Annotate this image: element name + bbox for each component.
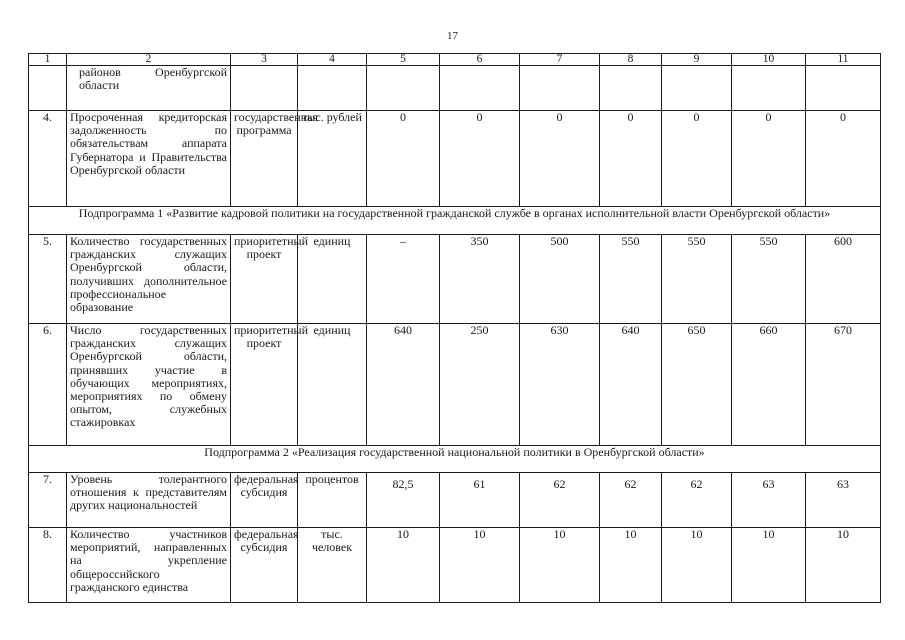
value-cell: 640	[367, 324, 440, 446]
column-header: 1	[29, 54, 67, 66]
value-cell: 630	[520, 324, 600, 446]
source-cell: приоритетный проект	[231, 324, 298, 446]
value-cell: 10	[806, 528, 881, 603]
page-number: 17	[447, 30, 458, 42]
unit-cell: процентов	[298, 473, 367, 528]
table-body	[29, 54, 881, 603]
indicator-name-cell: районов Оренбургской области	[67, 66, 231, 111]
value-cell	[732, 66, 806, 111]
value-cell: 61	[440, 473, 520, 528]
value-cell	[806, 66, 881, 111]
value-cell	[520, 66, 600, 111]
table-row	[29, 235, 881, 324]
value-cell: 600	[806, 235, 881, 324]
subprogram-row	[29, 446, 881, 473]
column-header: 6	[440, 54, 520, 66]
value-cell: 0	[367, 111, 440, 207]
table-row	[29, 66, 881, 111]
table-row	[29, 324, 881, 446]
row-number-cell: 4.	[29, 111, 67, 207]
value-cell: 550	[600, 235, 662, 324]
unit-cell: единиц	[298, 324, 367, 446]
value-cell: 10	[732, 528, 806, 603]
subprogram-title: Подпрограмма 1 «Развитие кадровой политики на государственной гражданской службе в органах исполнительной власти Оренбургской области»	[29, 207, 881, 235]
column-header: 10	[732, 54, 806, 66]
value-cell: 10	[520, 528, 600, 603]
value-cell: 62	[520, 473, 600, 528]
table-row	[29, 473, 881, 528]
row-number-cell: 5.	[29, 235, 67, 324]
source-cell: федеральная субсидия	[231, 473, 298, 528]
unit-cell: единиц	[298, 235, 367, 324]
source-cell	[231, 66, 298, 111]
value-cell: 0	[732, 111, 806, 207]
value-cell: 250	[440, 324, 520, 446]
value-cell: 0	[600, 111, 662, 207]
value-cell: 10	[367, 528, 440, 603]
value-cell: 10	[600, 528, 662, 603]
unit-cell: тыс. рублей	[298, 111, 367, 207]
value-cell	[600, 66, 662, 111]
value-cell: 640	[600, 324, 662, 446]
value-cell: 0	[662, 111, 732, 207]
indicator-name-cell: Уровень толерантного отношения к представителям других национальностей	[67, 473, 231, 528]
column-number-header-row	[29, 54, 881, 66]
value-cell: 550	[662, 235, 732, 324]
table-row	[29, 111, 881, 207]
value-cell: 82,5	[367, 473, 440, 528]
column-header: 3	[231, 54, 298, 66]
row-number-cell: 7.	[29, 473, 67, 528]
value-cell	[440, 66, 520, 111]
value-cell: 63	[806, 473, 881, 528]
value-cell: 650	[662, 324, 732, 446]
indicator-name-cell: Количество участников мероприятий, направленных на укрепление общероссийского гражданского единства	[67, 528, 231, 603]
row-number-cell: 6.	[29, 324, 67, 446]
value-cell: 550	[732, 235, 806, 324]
indicator-name-cell: Число государственных гражданских служащих Оренбургской области, принявших участие в обучающих мероприятиях, мероприятиях по обмену опытом, служебных стажировках	[67, 324, 231, 446]
unit-cell: тыс. человек	[298, 528, 367, 603]
value-cell: 63	[732, 473, 806, 528]
value-cell: 0	[440, 111, 520, 207]
indicator-name-cell: Просроченная кредиторская задолженность по обязательствам аппарата Губернатора и Правительства Оренбургской области	[67, 111, 231, 207]
value-cell: 62	[600, 473, 662, 528]
subprogram-row	[29, 207, 881, 235]
row-number-cell: 8.	[29, 528, 67, 603]
source-cell: федеральная субсидия	[231, 528, 298, 603]
unit-cell	[298, 66, 367, 111]
column-header: 2	[67, 54, 231, 66]
column-header: 8	[600, 54, 662, 66]
value-cell: 10	[440, 528, 520, 603]
column-header: 4	[298, 54, 367, 66]
row-number-cell	[29, 66, 67, 111]
value-cell	[662, 66, 732, 111]
subprogram-title: Подпрограмма 2 «Реализация государственной национальной политики в Оренбургской области»	[29, 446, 881, 473]
value-cell: 670	[806, 324, 881, 446]
value-cell: 0	[520, 111, 600, 207]
value-cell: 62	[662, 473, 732, 528]
value-cell: –	[367, 235, 440, 324]
column-header: 11	[806, 54, 881, 66]
value-cell	[367, 66, 440, 111]
source-cell: приоритетный проект	[231, 235, 298, 324]
value-cell: 350	[440, 235, 520, 324]
table-row	[29, 528, 881, 603]
value-cell: 660	[732, 324, 806, 446]
column-header: 5	[367, 54, 440, 66]
value-cell: 500	[520, 235, 600, 324]
column-header: 9	[662, 54, 732, 66]
indicators-table	[28, 53, 881, 603]
indicator-name-cell: Количество государственных гражданских служащих Оренбургской области, получивших дополнительное профессиональное образование	[67, 235, 231, 324]
column-header: 7	[520, 54, 600, 66]
value-cell: 10	[662, 528, 732, 603]
value-cell: 0	[806, 111, 881, 207]
source-cell: государственная программа	[231, 111, 298, 207]
